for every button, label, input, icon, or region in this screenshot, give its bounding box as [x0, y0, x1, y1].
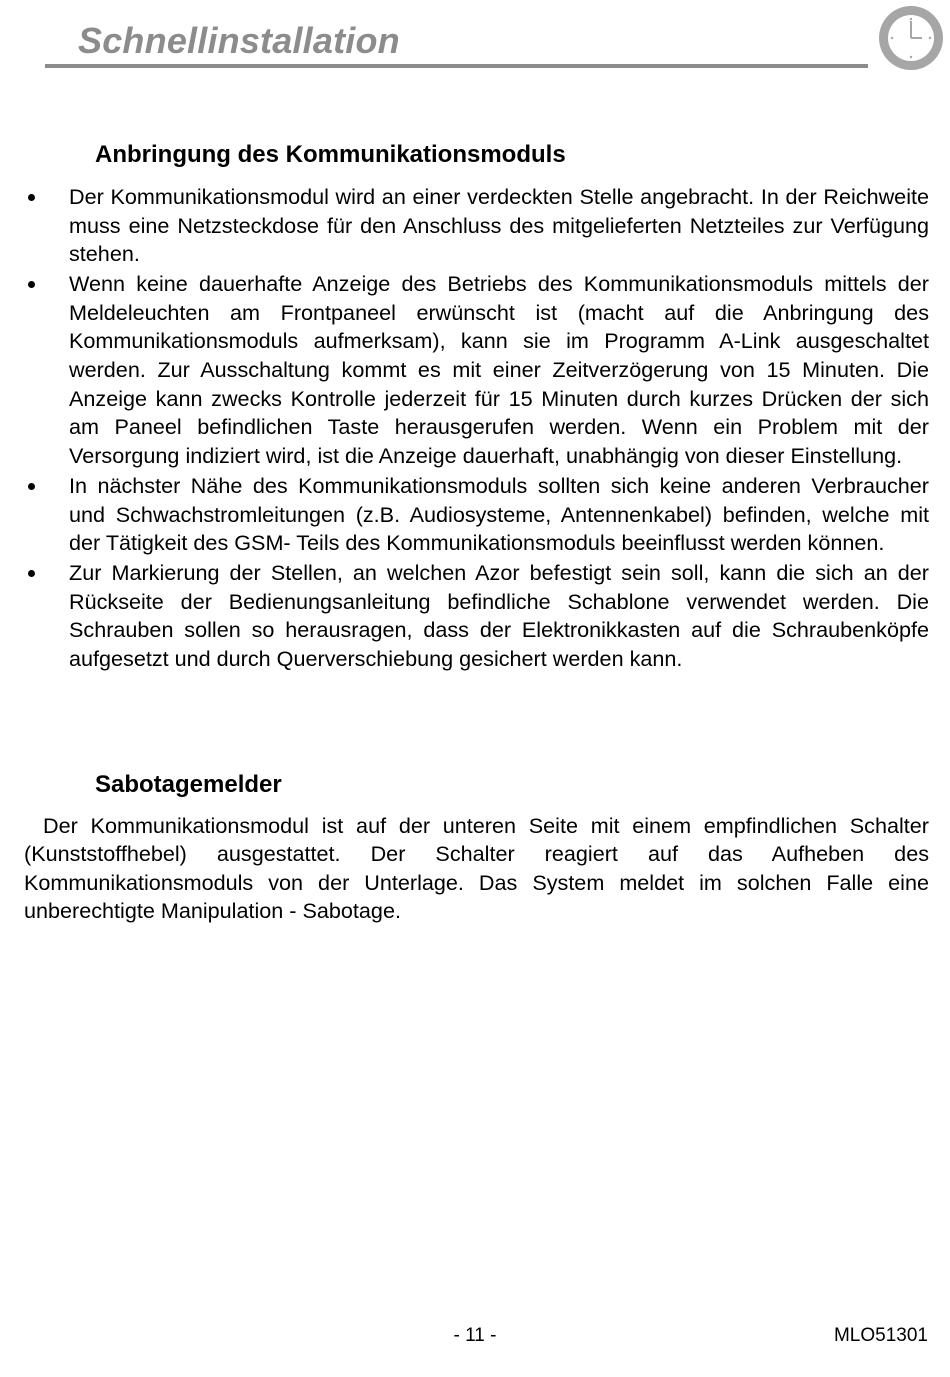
list-item-text: Zur Markierung der Stellen, an welchen Azor befestigt sein soll, kann die sich an der Rückseite der Bedienungsanleitung befindliche Schablone verwendet werden. Die Schrauben sollen so herausragen, dass der Elektronikkasten auf die Schraubenköpfe aufgesetzt und durch Querverschiebung gesichert werden kann. [69, 560, 929, 671]
list-item [24, 559, 929, 673]
bullet-icon [28, 570, 35, 577]
page-title: Schnellinstallation [78, 20, 400, 61]
mounting-bullet-list [24, 183, 929, 675]
list-item [24, 183, 929, 269]
bullet-icon [28, 281, 35, 288]
header-divider [45, 64, 868, 68]
section-heading-mounting: Anbringung des Kommunikationsmoduls [95, 141, 566, 168]
list-item-text: In nächster Nähe des Kommunikationsmoduls sollten sich keine anderen Verbraucher und Schwachstromleitungen (z.B. Audiosysteme, Antennenkabel) befinden, welche mit der Tätigkeit des GSM- Teils des Kommunikationsmoduls beeinflusst werden können. [69, 472, 929, 556]
document-code: MLO51301 [833, 1325, 928, 1346]
clock-icon [878, 5, 944, 71]
list-item-text: Wenn keine dauerhafte Anzeige des Betriebs des Kommunikationsmoduls mittels der Meldeleuchten am Frontpaneel erwünscht ist (macht auf die Anbringung des Kommunikationsmoduls aufmerksam), kann sie im Programm A-Link ausgeschaltet werden. Zur Ausschaltung kommt es mit einer Zeitverzögerung von 15 Minuten. Die Anzeige kann zwecks Kontrolle jederzeit für 15 Minuten durch kurzes Drücken der sich am Paneel befindlichen Taste herausgerufen werden. Wenn ein Problem mit der Versorgung indiziert wird, ist die Anzeige dauerhaft, unabhängig von dieser Einstellung. [69, 271, 929, 468]
page-number: - 11 - [453, 1325, 497, 1346]
list-item [24, 270, 929, 470]
section-heading-tamper: Sabotagemelder [95, 771, 282, 798]
list-item [24, 472, 929, 558]
tamper-paragraph: Der Kommunikationsmodul ist auf der unteren Seite mit einem empfindlichen Schalter (Kunststoffhebel) ausgestattet. Der Schalter reagiert auf das Aufheben des Kommunikationsmoduls von der Unterlage. Das System meldet im solchen Falle eine unberechtigte Manipulation - Sabotage. [24, 813, 929, 924]
list-item-text: Der Kommunikationsmodul wird an einer verdeckten Stelle angebracht. In der Reichweite muss eine Netzsteckdose für den Anschluss des mitgelieferten Netzteiles zur Verfügung stehen. [69, 184, 929, 267]
bullet-icon [28, 194, 35, 201]
bullet-icon [28, 483, 35, 490]
